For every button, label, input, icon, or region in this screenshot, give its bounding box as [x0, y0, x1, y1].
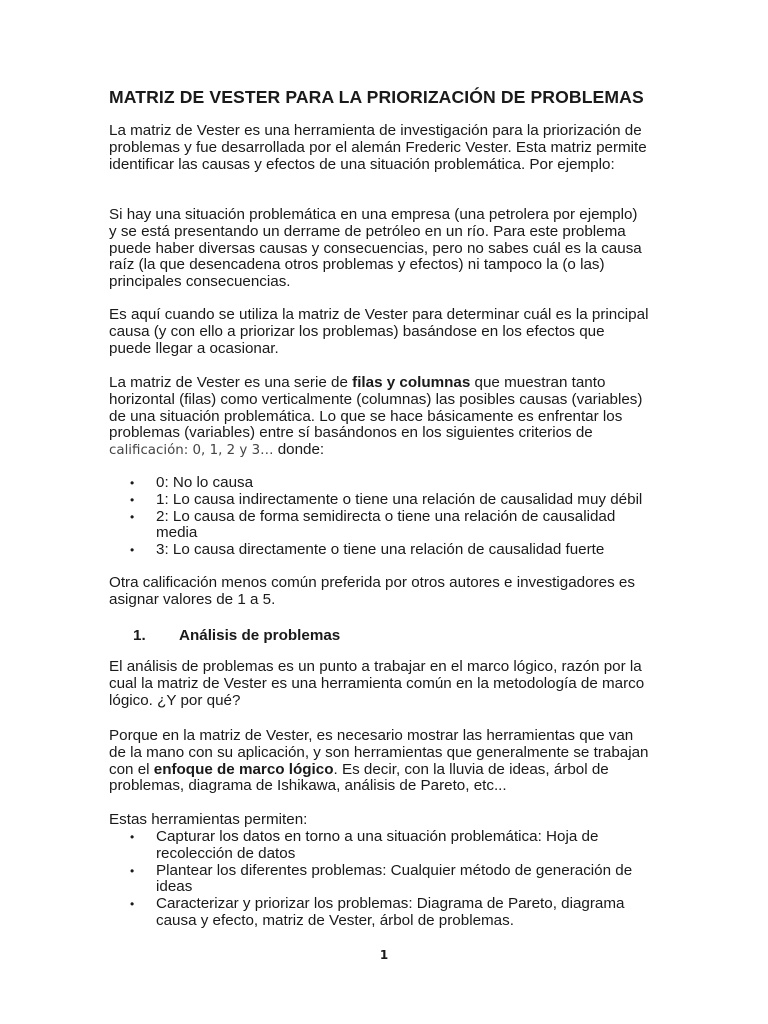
rows-columns-emphasis: filas y columnas: [352, 374, 471, 391]
list-item: [109, 492, 669, 509]
page-number: 1: [379, 948, 389, 962]
list-item: [109, 542, 669, 559]
list-item-text: Capturar los datos en torno a una situación problemática: Hoja de recolección de datos: [156, 828, 599, 862]
list-item-text: 0: No lo causa: [156, 474, 254, 491]
list-item: [109, 475, 669, 492]
matrix-description-paragraph: [109, 375, 649, 460]
bullet-icon: •: [130, 492, 135, 507]
tools-text: Porque en la matriz de Vester, es necesario mostrar las herramientas que van de la mano con su aplicación, y son herramientas que generalmente se trabajan con el: [109, 727, 649, 778]
bullet-icon: •: [130, 476, 135, 490]
matrix-description-text: La matriz de Vester es una serie de: [109, 374, 353, 391]
tools-list: [109, 829, 649, 930]
bullet-icon: •: [130, 897, 135, 912]
matrix-description-continued: que muestran tanto horizontal (filas) como verticalmente (columnas) las posibles causas (variables) de una situación problemática. Lo que se hace básicamente es enfrentar los problemas (variables) entre sí basándonos en los siguientes criterios de: [109, 374, 643, 442]
bullet-icon: •: [130, 863, 135, 878]
usage-paragraph: Es aquí cuando se utiliza la matriz de Vester para determinar cuál es la principal causa (y con ello a priorizar los problemas) basándose en los efectos que puede llegar a ocasionar.: [109, 306, 649, 357]
tools-intro-paragraph: Estas herramientas permiten:: [109, 811, 308, 828]
tools-paragraph: [109, 728, 649, 795]
list-item-text: 1: Lo causa indirectamente o tiene una relación de causalidad muy débil: [156, 490, 643, 508]
section-number: 1.: [133, 627, 146, 644]
analysis-paragraph: El análisis de problemas es un punto a trabajar en el marco lógico, razón por la cual la matriz de Vester es una herramienta común en la metodología de marco lógico. ¿Y por qué?: [109, 658, 645, 709]
bullet-icon: •: [130, 830, 135, 844]
bullet-icon: •: [130, 509, 135, 524]
criteria-scale-text: calificación: 0, 1, 2 y 3…: [109, 443, 274, 459]
list-item: [109, 863, 649, 897]
document-title: MATRIZ DE VESTER PARA LA PRIORIZACIÓN DE PROBLEMAS: [109, 87, 644, 107]
section-heading: Análisis de problemas: [179, 627, 341, 644]
matrix-description-end: donde:: [273, 441, 325, 459]
example-paragraph: Si hay una situación problemática en una empresa (una petrolera por ejemplo) y se está presentando un derrame de petróleo en un río. Para este problema puede haber diversas causas y consecuencias, pero no sabes cuál es la causa raíz (la que desencadena otros problemas y efectos) ni tampoco la (o las) principales consecuencias.: [109, 206, 642, 291]
logical-framework-emphasis: enfoque de marco lógico: [153, 760, 334, 778]
tools-text-end: . Es decir, con la lluvia de ideas, árbol de problemas, diagrama de Ishikawa, análisis de Pareto, etc...: [109, 760, 609, 795]
criteria-list: [109, 475, 669, 559]
list-item: [109, 509, 646, 543]
list-item-text: Caracterizar y priorizar los problemas: Diagrama de Pareto, diagrama causa y efecto, matriz de Vester, árbol de problemas.: [156, 895, 625, 929]
intro-paragraph: La matriz de Vester es una herramienta de investigación para la priorización de problemas y fue desarrollada por el alemán Frederic Vester. Esta matriz permite identificar las causas y efectos de una situación problemática. Por ejemplo:: [109, 122, 647, 173]
list-item-text: 2: Lo causa de forma semidirecta o tiene una relación de causalidad media: [156, 507, 616, 542]
alternative-scale-paragraph: Otra calificación menos común preferida por otros autores e investigadores es asignar valores de 1 a 5.: [109, 574, 635, 608]
list-item: [109, 896, 649, 930]
list-item-text: 3: Lo causa directamente o tiene una relación de causalidad fuerte: [156, 541, 605, 559]
list-item-text: Plantear los diferentes problemas: Cualquier método de generación de ideas: [156, 861, 633, 896]
list-item: [109, 829, 649, 863]
bullet-icon: •: [130, 543, 135, 558]
